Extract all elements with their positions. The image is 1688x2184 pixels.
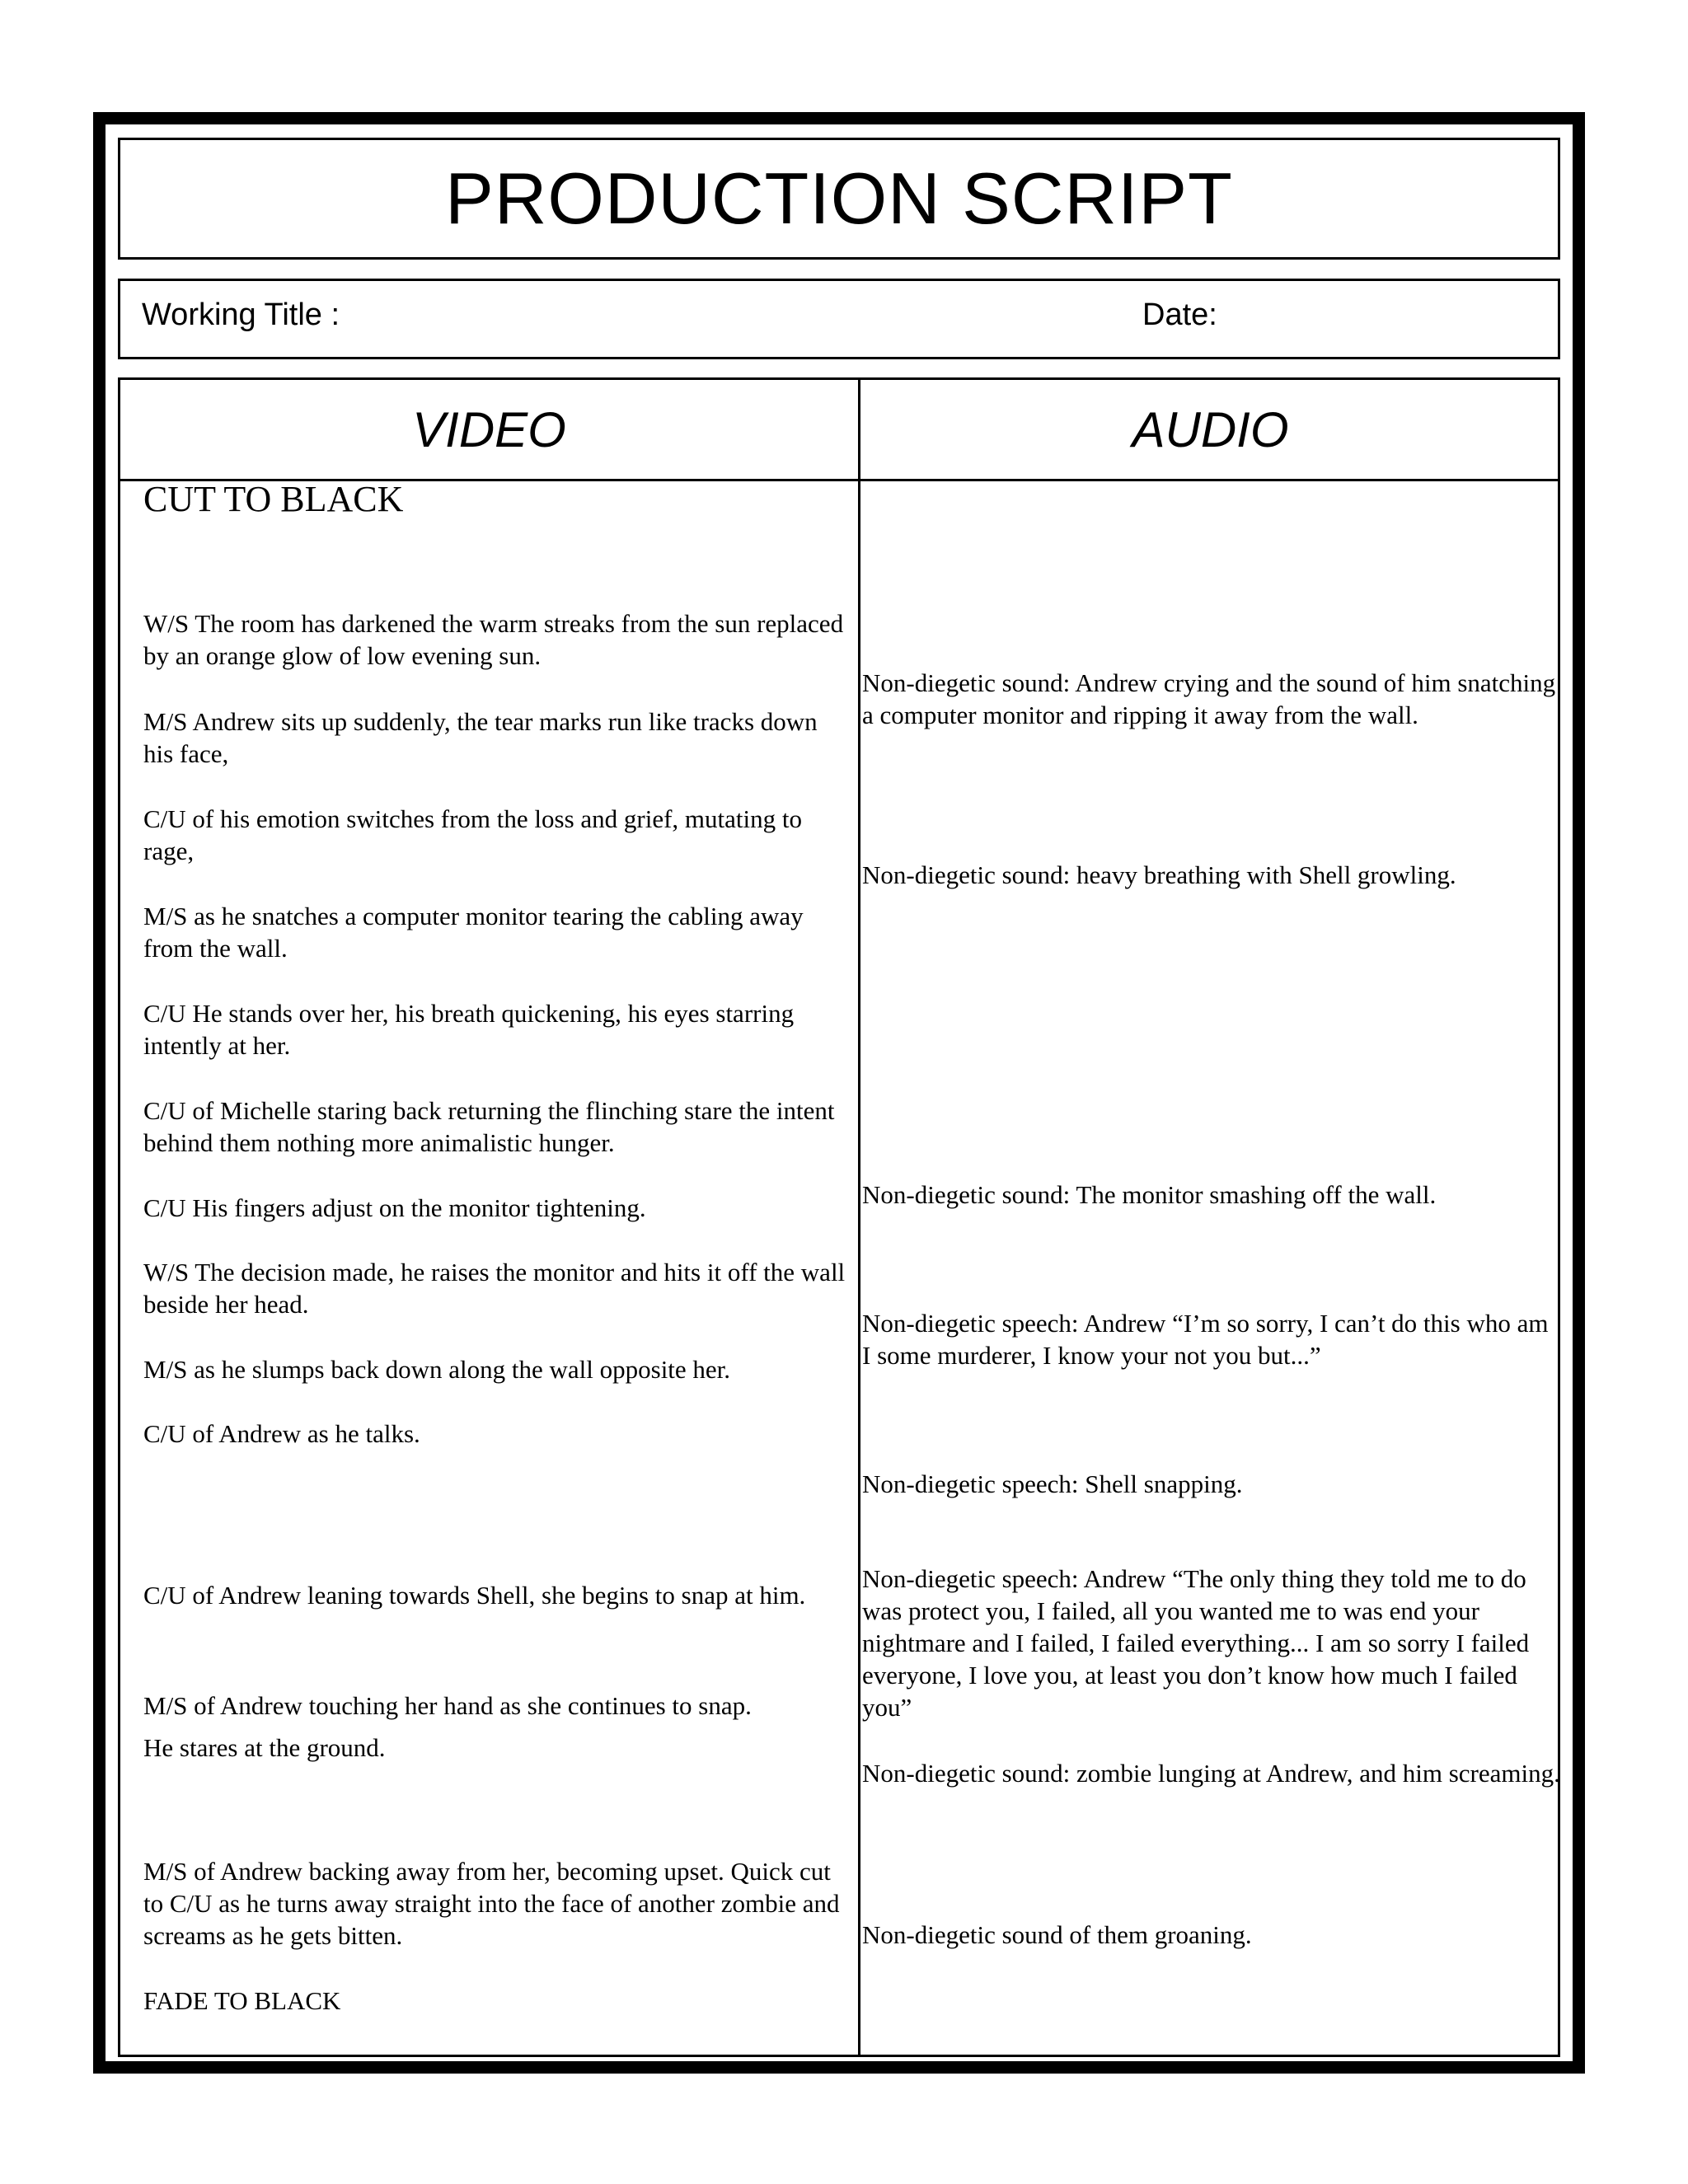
- info-bar: [118, 279, 1560, 359]
- date-label: Date:: [1142, 298, 1217, 332]
- audio-column-header: AUDIO: [1132, 401, 1289, 457]
- working-title-label: Working Title :: [142, 298, 340, 332]
- video-cue: M/S Andrew sits up suddenly, the tear marks run like tracks down his face,: [143, 707, 818, 768]
- audio-cue: Non-diegetic sound: heavy breathing with Shell growling.: [862, 860, 1456, 889]
- audio-cue: Non-diegetic sound: The monitor smashing off the wall.: [862, 1180, 1437, 1209]
- audio-cue: Non-diegetic sound: zombie lunging at Andrew, and him screaming.: [862, 1759, 1560, 1788]
- video-cue: W/S The decision made, he raises the monitor and hits it off the wall beside her head.: [143, 1258, 846, 1319]
- video-cue: C/U of his emotion switches from the loss and grief, mutating to rage,: [143, 804, 803, 865]
- video-cue: C/U His fingers adjust on the monitor tightening.: [143, 1193, 646, 1222]
- video-cue: C/U He stands over her, his breath quickening, his eyes starring intently at her.: [143, 999, 795, 1060]
- video-cue: CUT TO BLACK: [143, 479, 404, 519]
- audio-cue: Non-diegetic speech: Andrew “The only thing they told me to do was protect you, I failed, all you wanted me to was end your nightmare and I failed, I failed everything... I am so sorry I failed everyone, I love you, at least you don’t know how much I failed you”: [862, 1564, 1530, 1722]
- audio-cue: Non-diegetic speech: Andrew “I’m so sorry, I can’t do this who am I some murderer, I know your not you but...”: [862, 1309, 1549, 1370]
- audio-cue: Non-diegetic sound: Andrew crying and the sound of him snatching a computer monitor and ripping it away from the wall.: [862, 668, 1556, 729]
- audio-cue: Non-diegetic speech: Shell snapping.: [862, 1469, 1243, 1498]
- column-divider: [858, 380, 860, 2055]
- video-cue: He stares at the ground.: [143, 1733, 386, 1762]
- video-cue: M/S as he snatches a computer monitor tearing the cabling away from the wall.: [143, 902, 804, 963]
- video-cue: M/S of Andrew backing away from her, becoming upset. Quick cut to C/U as he turns away straight into the face of another zombie and screams as he gets bitten.: [143, 1857, 840, 1950]
- video-cue: C/U of Andrew as he talks.: [143, 1419, 420, 1448]
- video-column-header: VIDEO: [412, 401, 566, 457]
- page-title-box: [118, 138, 1560, 260]
- audio-cue: Non-diegetic sound of them groaning.: [862, 1920, 1252, 1949]
- page-title: PRODUCTION SCRIPT: [445, 157, 1233, 239]
- video-cue: C/U of Michelle staring back returning the flinching stare the intent behind them nothing more animalistic hunger.: [143, 1096, 835, 1157]
- script-table: [118, 377, 1560, 2057]
- video-cue: M/S as he slumps back down along the wall opposite her.: [143, 1355, 731, 1384]
- video-cue: C/U of Andrew leaning towards Shell, she begins to snap at him.: [143, 1581, 806, 1610]
- video-cue: FADE TO BLACK: [143, 1986, 341, 2015]
- video-cue: W/S The room has darkened the warm streaks from the sun replaced by an orange glow of low evening sun.: [143, 609, 844, 670]
- video-cue: M/S of Andrew touching her hand as she continues to snap.: [143, 1691, 752, 1720]
